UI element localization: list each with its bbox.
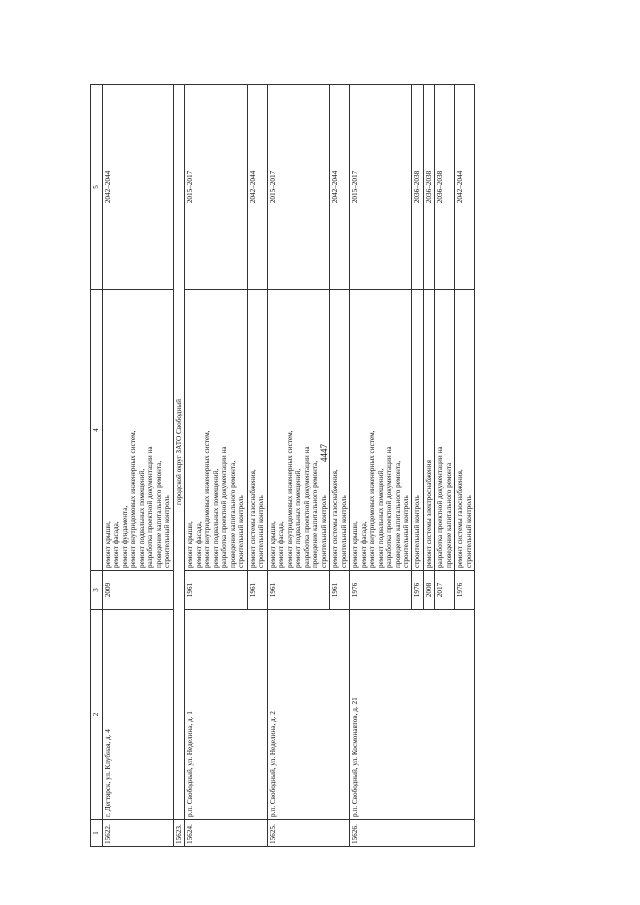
row-period: 2042–2044 [247,85,267,290]
row-address: р.п. Свободный, ул. Космонавтов, д. 21 [350,610,475,820]
row-period: 2036–2038 [412,85,423,290]
row-period: 2042–2044 [103,85,174,290]
row-year: 1961 [267,571,329,610]
header-col-2: 2 [91,610,103,820]
repair-schedule-table [90,84,475,847]
header-col-5: 5 [91,85,103,290]
row-year: 1976 [455,571,475,610]
row-year: 1976 [350,571,412,610]
row-number: 15622. [103,820,174,847]
district-title: городской округ ЗАТО Свободный [173,85,184,820]
table-header-row [91,85,103,847]
page-number: 4447 [319,444,329,462]
row-year: 1961 [185,571,247,610]
row-year: 1961 [330,571,350,610]
table-row [350,85,412,847]
table-row [103,85,174,847]
row-number: 15624. [185,820,267,847]
table-row [267,85,329,847]
row-works: ремонт крыши, ремонт фасада, ремонт внутридомовых инженерных систем, ремонт подвальных помещений, разработка проектной документации на проведение капитального ремонта, строительный контроль [185,290,247,571]
row-works: разработка проектной документации на проведение капитального ремонта [435,290,455,571]
row-works: строительный контроль [412,290,423,571]
row-period: 2042–2044 [330,85,350,290]
row-works: ремонт крыши, ремонт фасада, ремонт внутридомовых инженерных систем, ремонт подвальных помещений, разработка проектной документации на проведение капитального ремонта, строительный контроль [350,290,412,571]
rotated-table-container [90,85,600,847]
row-period: 2036–2038 [435,85,455,290]
row-period: 2036–2038 [423,85,434,290]
row-period: 2042–2044 [455,85,475,290]
district-number: 15623. [173,820,184,847]
header-col-3: 3 [91,571,103,610]
row-period: 2015–2017 [350,85,412,290]
row-period: 2015–2017 [185,85,247,290]
row-year: 2009 [103,571,174,610]
header-col-1: 1 [91,820,103,847]
header-col-4: 4 [91,290,103,571]
row-year: 1976 [412,571,423,610]
row-address: г. Дегтярск, ул. Клубная, д. 4 [103,610,174,820]
row-number: 15625. [267,820,349,847]
row-address: р.п. Свободный, ул. Неделина, д. 2 [267,610,349,820]
row-year: 1961 [247,571,267,610]
row-works: ремонт системы газоснабжения, строительный контроль [330,290,350,571]
row-works: ремонт системы электроснабжения [423,290,434,571]
row-address: р.п. Свободный, ул. Неделина, д. 1 [185,610,267,820]
row-works: ремонт крыши, ремонт фасада, ремонт внутридомовых инженерных систем, ремонт подвальных помещений, разработка проектной документации на проведение капитального ремонта, строительный контроль [267,290,329,571]
row-year: 2017 [435,571,455,610]
row-period: 2015–2017 [267,85,329,290]
row-works: ремонт системы газоснабжения, строительный контроль [455,290,475,571]
district-row [173,85,184,847]
table-row [185,85,247,847]
row-works: ремонт системы газоснабжения, строительный контроль [247,290,267,571]
row-works: ремонт крыши, ремонт фасада, ремонт фундамента, ремонт внутридомовых инженерных систем, ремонт подвальных помещений, разработка проектной документации на проведение капитального ремонта, строительный контроль [103,290,174,571]
row-year: 2008 [423,571,434,610]
row-number: 15626. [350,820,475,847]
